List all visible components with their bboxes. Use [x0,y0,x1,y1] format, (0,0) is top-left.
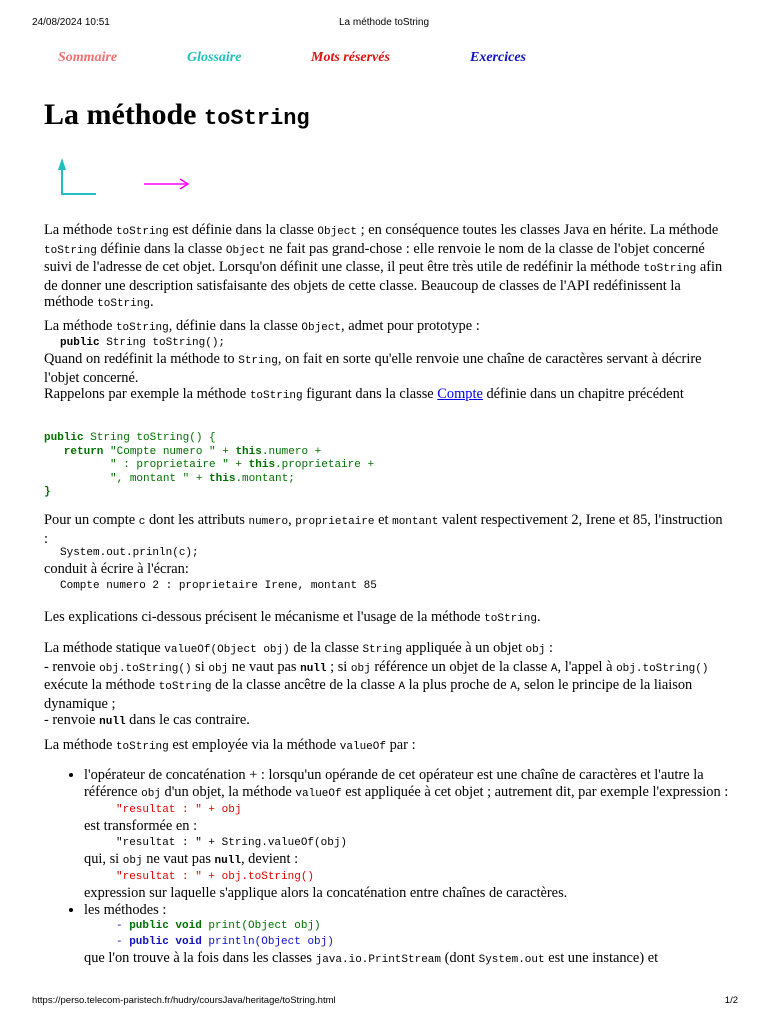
page-title [44,96,310,138]
print-date: 24/08/2024 10:51 [32,17,110,28]
prototype-code: public String toString(); [60,337,226,349]
usage-paragraph: La méthode toString est employée via la méthode valueOf par : [44,737,416,753]
intro-paragraph: La méthode toString est définie dans la classe Object ; en conséquence toutes les classes Java en hérite. La méthode toString définie dans la classe Object ne fait pas grand-chose : elle renvoie le nom de la classe de l'objet concerné suivi de l'adresse de cet objet. Lorsqu'on définit une classe, il peut être très utile de redéfinir la méthode toString afin de donner une description satisfaisante des objets de cette classe. Beaucoup de classes de l'API redéfinissent la méthode toString. [44,222,723,310]
prototype-line: La méthode toString, définie dans la classe Object, admet pour prototype : [44,318,480,334]
redefinition-paragraph: Quand on redéfinit la méthode to String, on fait en sorte qu'elle renvoie une chaîne de caractères servant à décrire l'objet concerné. Rappelons par exemple la méthode toString figurant dans la classe Compte définie dans un chapitre précédent [44,351,702,402]
arrow-right-icon[interactable] [143,177,191,191]
print-title: La méthode toString [338,17,430,28]
nav-sommaire-link[interactable]: Sommaire [58,50,118,65]
tostring-code-block: public String toString() { return "Compte numero " + this.numero + " : proprietaire " + this.proprietaire + ", montant " + this.montant; } [44,432,375,498]
becomes-label: qui, si obj ne vaut pas null, devient : [84,850,299,867]
print-url: https://perso.telecom-paristech.fr/hudry/coursJava/heritage/toString.html [32,995,336,1006]
print-page-number: 1/2 [724,995,738,1006]
example-paragraph: Pour un compte c dont les attributs numero, proprietaire et montant valent respectivement 2, Irene et 85, l'instruction : [44,512,723,547]
println-code: System.out.prinln(c); [60,547,199,559]
page-title-text: La méthode [44,98,204,131]
concat-note: expression sur laquelle s'applique alors la concaténation entre chaînes de caractères. [84,885,568,901]
valueof-paragraph: La méthode statique valueOf(Object obj) de la classe String appliquée à un objet obj : - renvoie obj.toString() si obj ne vaut pas null ; si obj référence un objet de la classe A, l'appel à obj.toString() exécute la méthode toString de la classe ancêtre de la classe A la plus proche de A, selon le principe de la liaison dynamique ; - renvoie null dans le cas contraire. [44,640,709,728]
println-method-code: - public void println(Object obj) [116,936,334,948]
usage-list [66,767,744,969]
nav-mots-reserves-link[interactable]: Mots réservés [311,50,390,65]
arrow-up-icon[interactable] [54,156,98,198]
printstream-note: que l'on trouve à la fois dans les classes java.io.PrintStream (dont System.out est une instance) et [84,950,659,966]
output-code: Compte numero 2 : proprietaire Irene, montant 85 [60,580,377,592]
tostring-expression-code: "resultat : " + obj.toString() [116,871,315,883]
valueof-expression-code: "resultat : " + String.valueOf(obj) [116,836,348,849]
concat-expression-code: "resultat : " + obj [116,804,242,816]
print-method-code: - public void print(Object obj) [116,920,321,932]
compte-link[interactable]: Compte [437,386,483,402]
list-item: • les méthodes : - public void print(Object obj) - public void println(Object obj) que l'on trouve à la fois dans les classes java.io.PrintStream (dont System.out est une instance) et [84,902,744,969]
transformed-label: est transformée en : [84,818,198,834]
output-intro: conduit à écrire à l'écran: [44,561,189,577]
page-title-code: toString [204,106,310,131]
list-item: • l'opérateur de concaténation + : lorsqu'un opérande de cet opérateur est une chaîne de caractères et l'autre la référence obj d'un objet, la méthode valueOf est appliquée à cet objet ; autrement dit, par exemple l'expression : "resultat : " + obj est transformée en : "resultat : " + String.valueOf(obj) qui, si obj ne vaut pas null, devient : "resultat : " + obj.toString() expression sur laquelle s'applique alors la concaténation entre chaînes de caractères. [84,767,744,902]
explanations-paragraph: Les explications ci-dessous précisent le mécanisme et l'usage de la méthode toString. [44,609,541,625]
nav-exercices-link[interactable]: Exercices [470,50,526,65]
nav-glossaire-link[interactable]: Glossaire [187,50,242,65]
